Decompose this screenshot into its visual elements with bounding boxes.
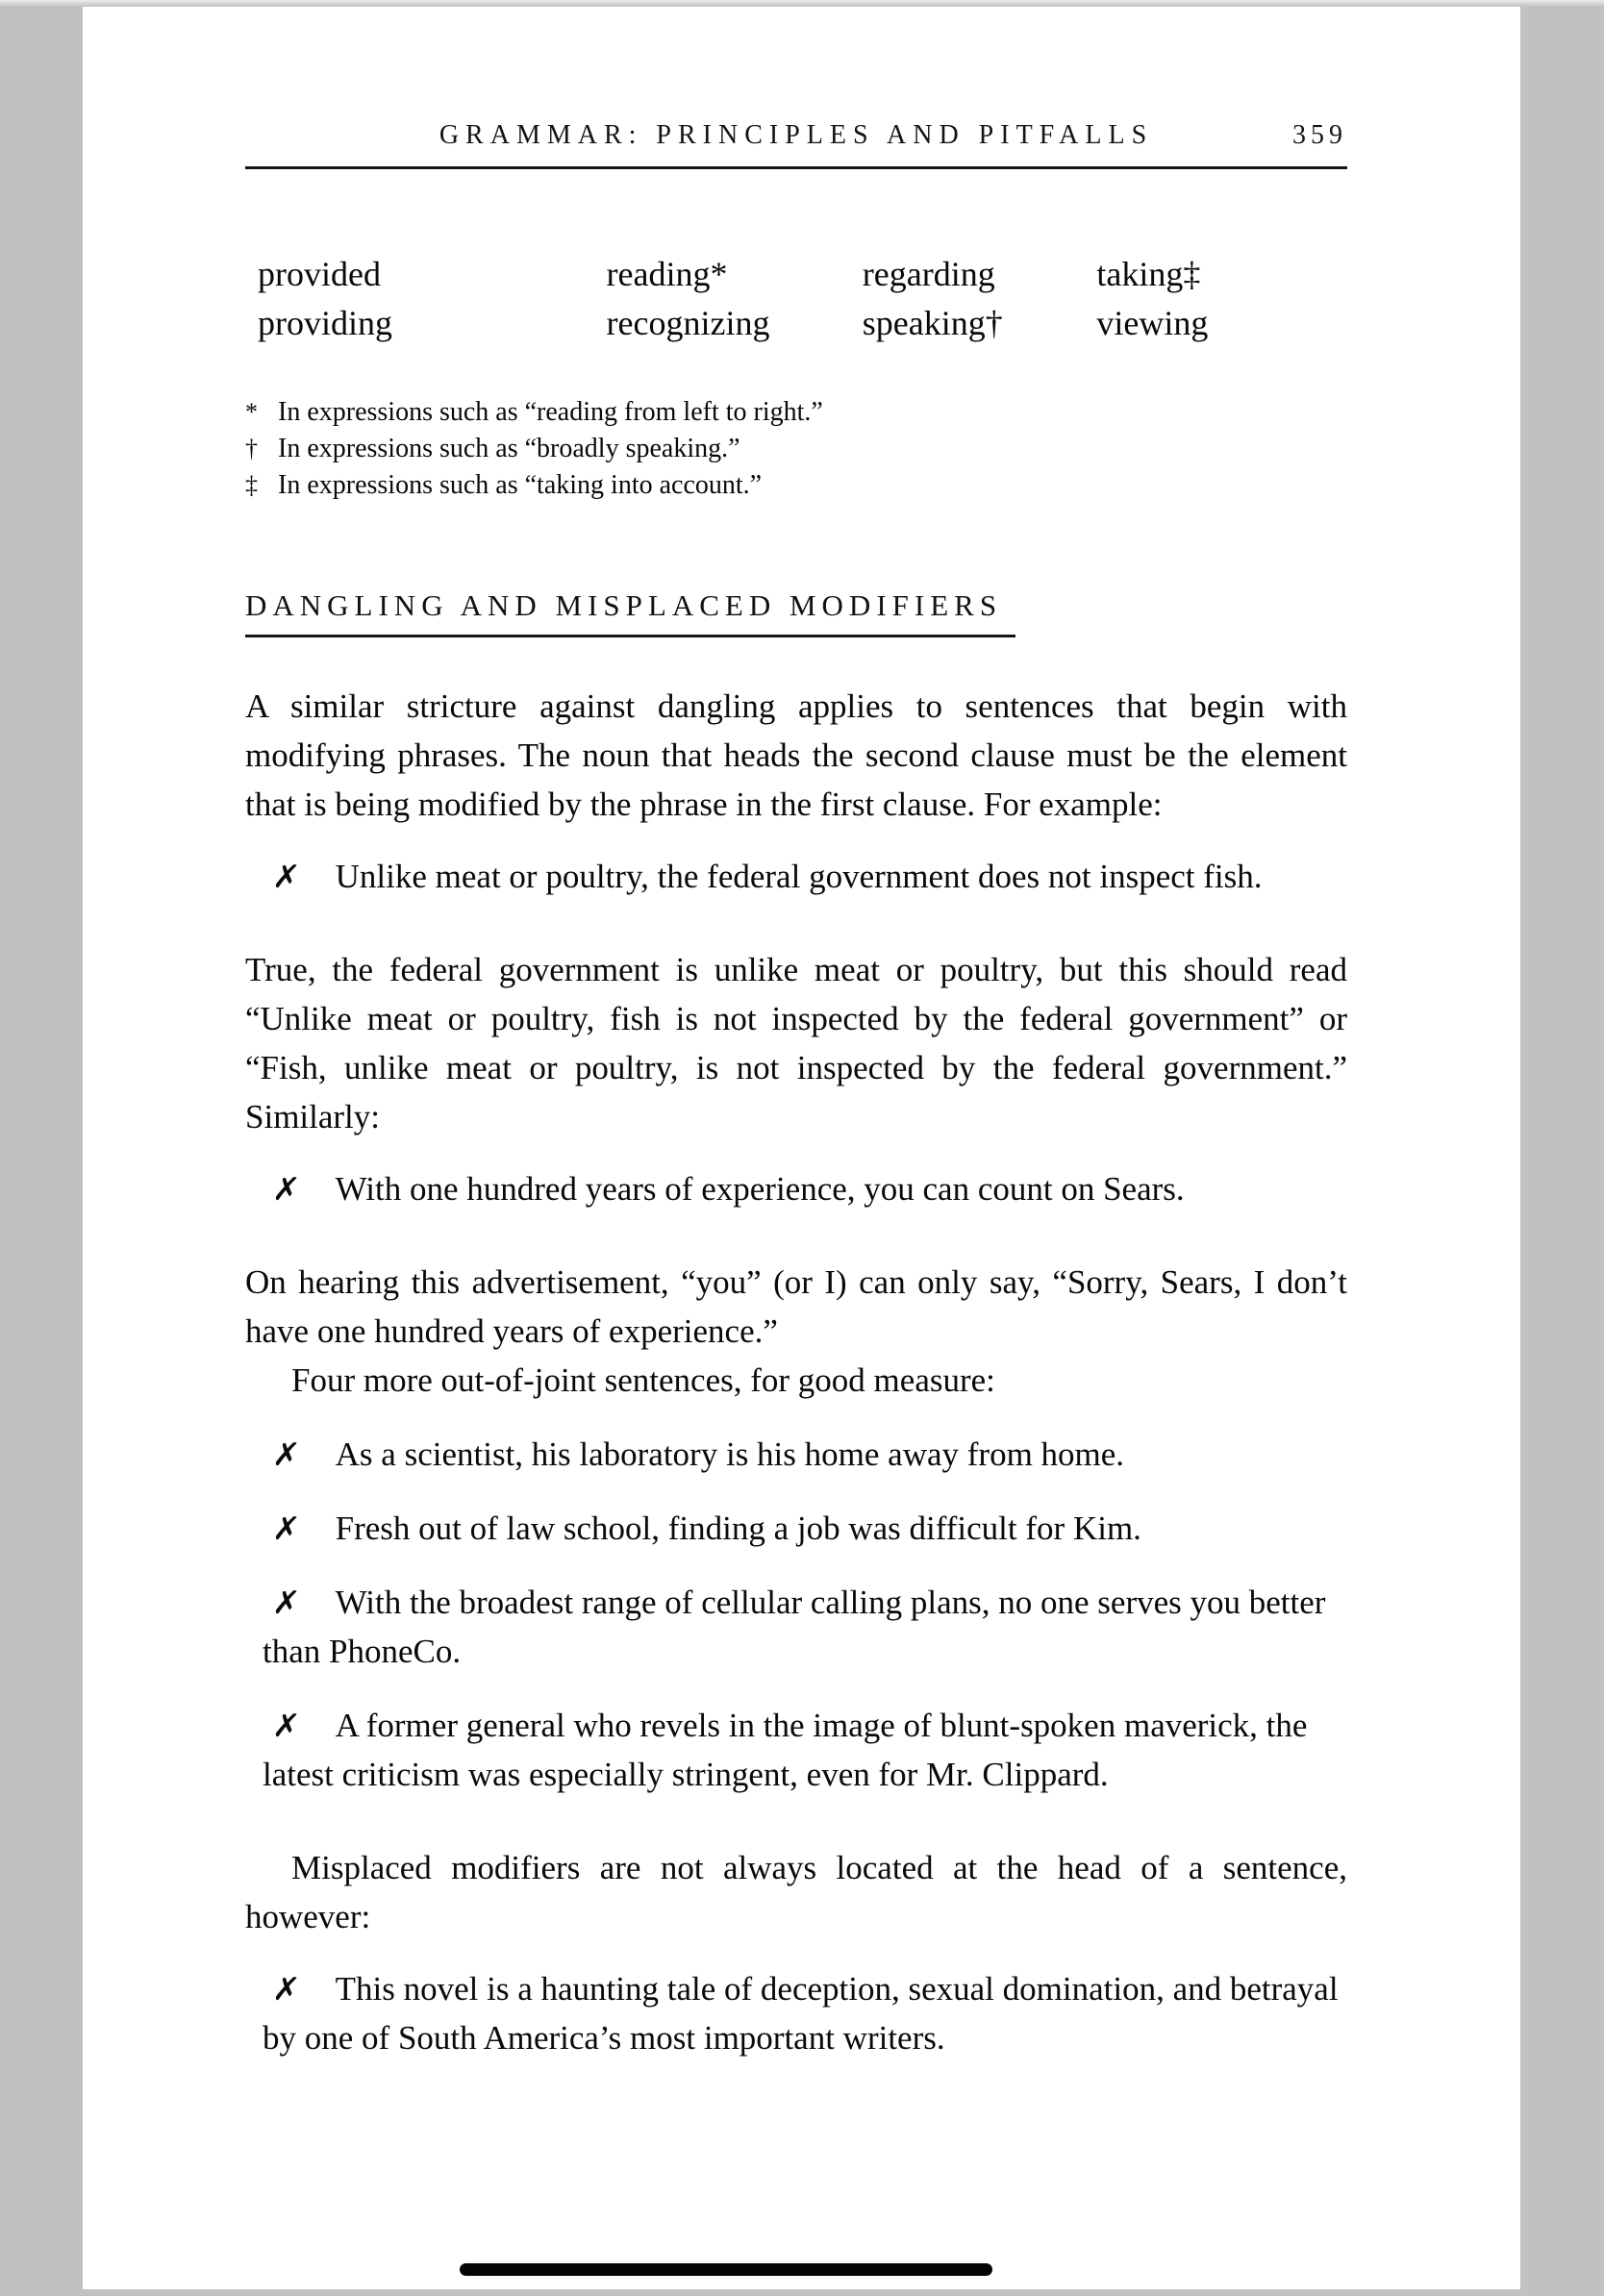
footnote-text: In expressions such as “broadly speaking.” [278,434,740,463]
cross-icon: ✗ [270,1170,302,1208]
section-heading-wrap [245,588,1347,637]
footnote-text: In expressions such as “reading from left to right.” [278,397,823,427]
footnote [245,467,1347,504]
cross-icon: ✗ [270,1584,302,1621]
footnote-marker: * [245,398,258,426]
example-text: As a scientist, his laboratory is his home away from home. [335,1435,1125,1473]
gerund-word-table [245,250,1347,348]
footnotes-block [245,394,1347,504]
footnote-text: In expressions such as “taking into account.” [278,470,763,500]
footnote [245,394,1347,431]
paragraph-intro: A similar stricture against dangling applies to sentences that begin with modifying phrases. The noun that heads the second clause must be the element that is being modified by the phrase in the first clause. For example: [245,687,1347,823]
example-text: A former general who revels in the image of blunt-spoken maverick, the latest criticism was especially stringent, even for Mr. Clippard. [263,1707,1308,1793]
footnote-marker: ‡ [245,471,258,499]
page-number: 359 [1292,120,1347,150]
cross-icon: ✗ [270,1435,302,1473]
example-text: This novel is a haunting tale of deception, sexual domination, and betrayal by one of South America’s most important writers. [263,1970,1339,2057]
word-item: viewing [1096,304,1209,342]
example-fish [245,852,1347,901]
word-item: speaking† [862,304,1003,342]
word-item: regarding [862,255,995,293]
header-rule [245,166,1347,169]
running-header [245,7,1347,151]
running-header-title: GRAMMAR: PRINCIPLES AND PITFALLS [439,120,1154,150]
example-novel [245,1964,1347,2062]
example-text: With the broadest range of cellular calling plans, no one serves you better than PhoneCo. [263,1584,1326,1670]
example-scientist [245,1430,1347,1479]
example-phoneco [245,1578,1347,1676]
paragraph-hearing: On hearing this advertisement, “you” (or I) can only say, “Sorry, Sears, I don’t have one hundred years of experience.” [245,1263,1347,1350]
word-item: provided [258,255,381,293]
example-law-school [245,1504,1347,1553]
word-item: reading* [606,255,728,293]
cross-icon: ✗ [270,1970,302,2008]
cross-icon: ✗ [270,858,302,895]
home-indicator[interactable] [460,2263,992,2276]
example-text: Fresh out of law school, finding a job was difficult for Kim. [335,1510,1141,1547]
book-page [83,7,1520,2289]
example-text: Unlike meat or poultry, the federal government does not inspect fish. [335,858,1263,895]
cross-icon: ✗ [270,1707,302,1744]
section-heading: DANGLING AND MISPLACED MODIFIERS [245,588,1015,637]
footnote-marker: † [245,435,258,462]
screen-top-strip [0,0,1604,7]
examples-group [245,1430,1347,1799]
word-item: recognizing [606,304,770,342]
cross-icon: ✗ [270,1510,302,1547]
paragraph-four-more: Four more out-of-joint sentences, for good measure: [291,1361,995,1399]
example-sears [245,1164,1347,1213]
example-general [245,1701,1347,1799]
paragraph-true: True, the federal government is unlike meat or poultry, but this should read “Unlike meat or poultry, fish is not inspected by the federal government” or “Fish, unlike meat or poultry, is not inspected by the federal government.” Similarly: [245,951,1347,1136]
word-item: taking‡ [1096,255,1201,293]
example-text: With one hundred years of experience, you can count on Sears. [335,1170,1185,1208]
paragraph-misplaced: Misplaced modifiers are not always located at the head of a sentence, however: [245,1849,1347,1935]
word-item: providing [258,304,392,342]
footnote [245,431,1347,467]
